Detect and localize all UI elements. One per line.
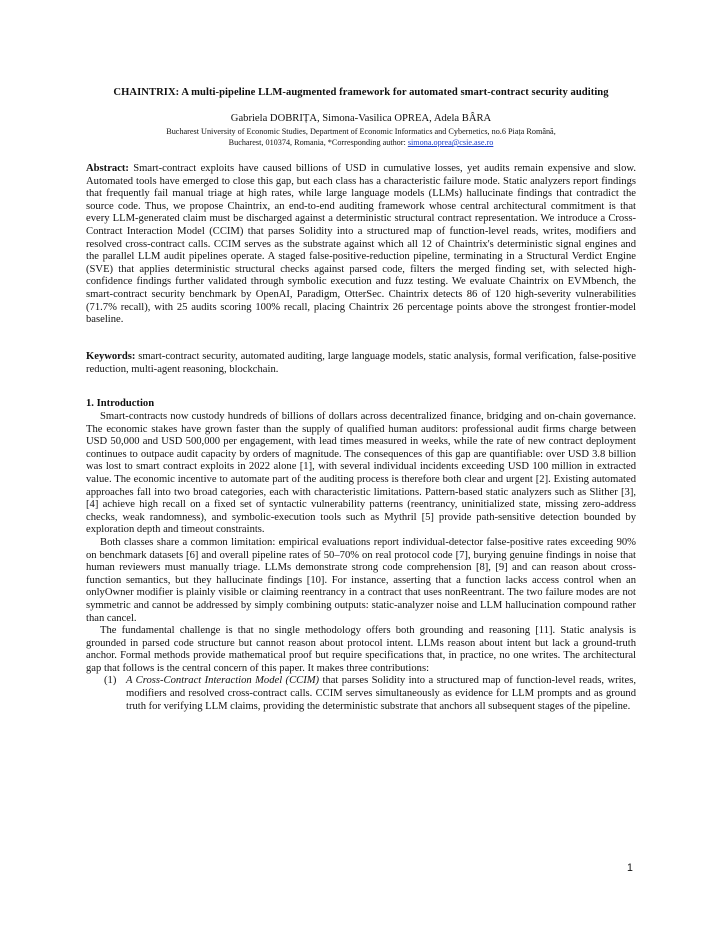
contribution-number: (1): [104, 675, 117, 687]
paper-title: CHAINTRIX: A multi-pipeline LLM-augmented framework for automated smart-contract security auditing: [113, 87, 609, 98]
page-number: 1: [627, 862, 633, 874]
affiliation-line-1: Bucharest University of Economic Studies, Department of Economic Informatics and Cybernetics, no.6 Piața Română,: [166, 127, 556, 136]
contribution-item-1: [104, 675, 636, 713]
abstract: [86, 163, 636, 327]
abstract-label: Abstract:: [86, 163, 129, 174]
contribution-text: [126, 675, 636, 713]
author-list: Gabriela DOBRIȚA, Simona-Vasilica OPREA, Adela BÂRA: [230, 113, 492, 124]
intro-paragraph-3: The fundamental challenge is that no single methodology offers both grounding and reasoning [11]. Static analysis is grounded in parsed code structure but cannot reason about protocol intent. LLMs reason about intent but lack a ground-truth anchor. Formal methods provide mathematical proof but require specifications that, in practice, no one writes. The architectural gap that follows is the central concern of this paper. It makes three contributions:: [86, 625, 636, 674]
keywords-label: Keywords:: [86, 351, 136, 362]
keywords: [86, 351, 636, 376]
intro-paragraph-2: Both classes share a common limitation: empirical evaluations report individual-detector false-positive rates exceeding 90% on benchmark datasets [6] and overall pipeline rates of 50–70% on real protocol code [7], burying genuine findings in noise that human reviewers must manually triage. LLMs demonstrate strong code comprehension [8], [9] and can reason about cross-function semantics, but they hallucinate findings [10]. For instance, asserting that a function lacks access control when an onlyOwner modifier is plainly visible or claiming reentrancy in a contract that uses nonReentrant. The two failure modes are not symmetric and cannot be addressed by simply combining outputs: static-analyzer noise and LLM hallucination compound rather than cancel.: [86, 536, 636, 624]
affiliation-line-2-text: Bucharest, 010374, Romania, *Corresponding author:: [228, 138, 408, 147]
keywords-text: smart-contract security, automated auditing, large language models, static analysis, formal verification, false-positive reduction, multi-agent reasoning, blockchain.: [86, 351, 636, 375]
corresponding-email-link[interactable]: simona.oprea@csie.ase.ro: [407, 138, 494, 147]
contribution-rest: that parses Solidity into a structured map of function-level reads, writes, modifiers and resolved cross-contract calls. CCIM serves simultaneously as evidence for LLM prompts and as ground truth for verifying LLM claims, providing the deterministic substrate that anchors all subsequent stages of the pipeline.: [126, 675, 636, 712]
section-heading-introduction: 1. Introduction: [86, 398, 155, 409]
introduction-body: [86, 411, 636, 713]
abstract-text: Smart-contract exploits have caused billions of USD in cumulative losses, yet audits remain expensive and slow. Automated tools have emerged to close this gap, but each class has a characteristic failure mode. Static analyzers report findings that frequently fail manual triage at high rates, while large language models (LLMs) hallucinate findings that contradict the source code. Thus, we propose Chaintrix, an end-to-end auditing framework whose central architectural commitment is that every LLM-generated claim must be discharged against a deterministic structural contract representation. We introduce a Cross-Contract Interaction Model (CCIM) that parses Solidity into a structured map of function-level reads, writes, modifiers and resolved cross-contract calls. CCIM serves as the substrate against which all 12 of Chaintrix's deterministic signal engines and the parallel LLM audit pipelines operate. A staged false-positive-reduction pipeline, terminating in a Structural Verdict Engine (SVE) that applies deterministic structural checks against parsed code, filters the merged finding set, with selected high-confidence findings further validated through symbolic execution and fuzz testing. We evaluate Chaintrix on EVMbench, the smart-contract security benchmark by OpenAI, Paradigm, OtterSec. Chaintrix detects 86 of 120 high-severity vulnerabilities (71.7% recall), with 25 audits scoring 100% recall, placing Chaintrix 26 percentage points above the strongest frontier-model baseline.: [86, 163, 636, 326]
affiliation-line-2: [86, 137, 636, 148]
contribution-italic-term: A Cross-Contract Interaction Model (CCIM): [126, 675, 320, 687]
affiliation: [86, 126, 636, 148]
intro-paragraph-1: Smart-contracts now custody hundreds of billions of dollars across decentralized finance, bridging and on-chain governance. The economic stakes have grown faster than the supply of qualified human auditors: professional audit firms charge between USD 50,000 and USD 500,000 per engagement, with lead times measured in weeks, while the rate of new contract deployment continues to outpace audit capacity by orders of magnitude. The consequences of this gap are quantifiable: over USD 3.8 billion was lost to smart contract exploits in 2022 alone [1], with several individual incidents exceeding USD 100 million in extracted value. The economic incentive to automate part of the auditing process is therefore both clear and urgent [2]. Existing automated approaches fall into two broad categories, each with characteristic limitations. Pattern-based static analyzers such as Slither [3], [4] achieve high recall on a fixed set of syntactic vulnerability patterns (reentrancy, uninitialized state, missing zero-address checks, weak randomness), and symbolic-execution tools such as Mythril [5] provide path-sensitive detection bounded by exploration depth and timeout constraints.: [86, 411, 636, 536]
